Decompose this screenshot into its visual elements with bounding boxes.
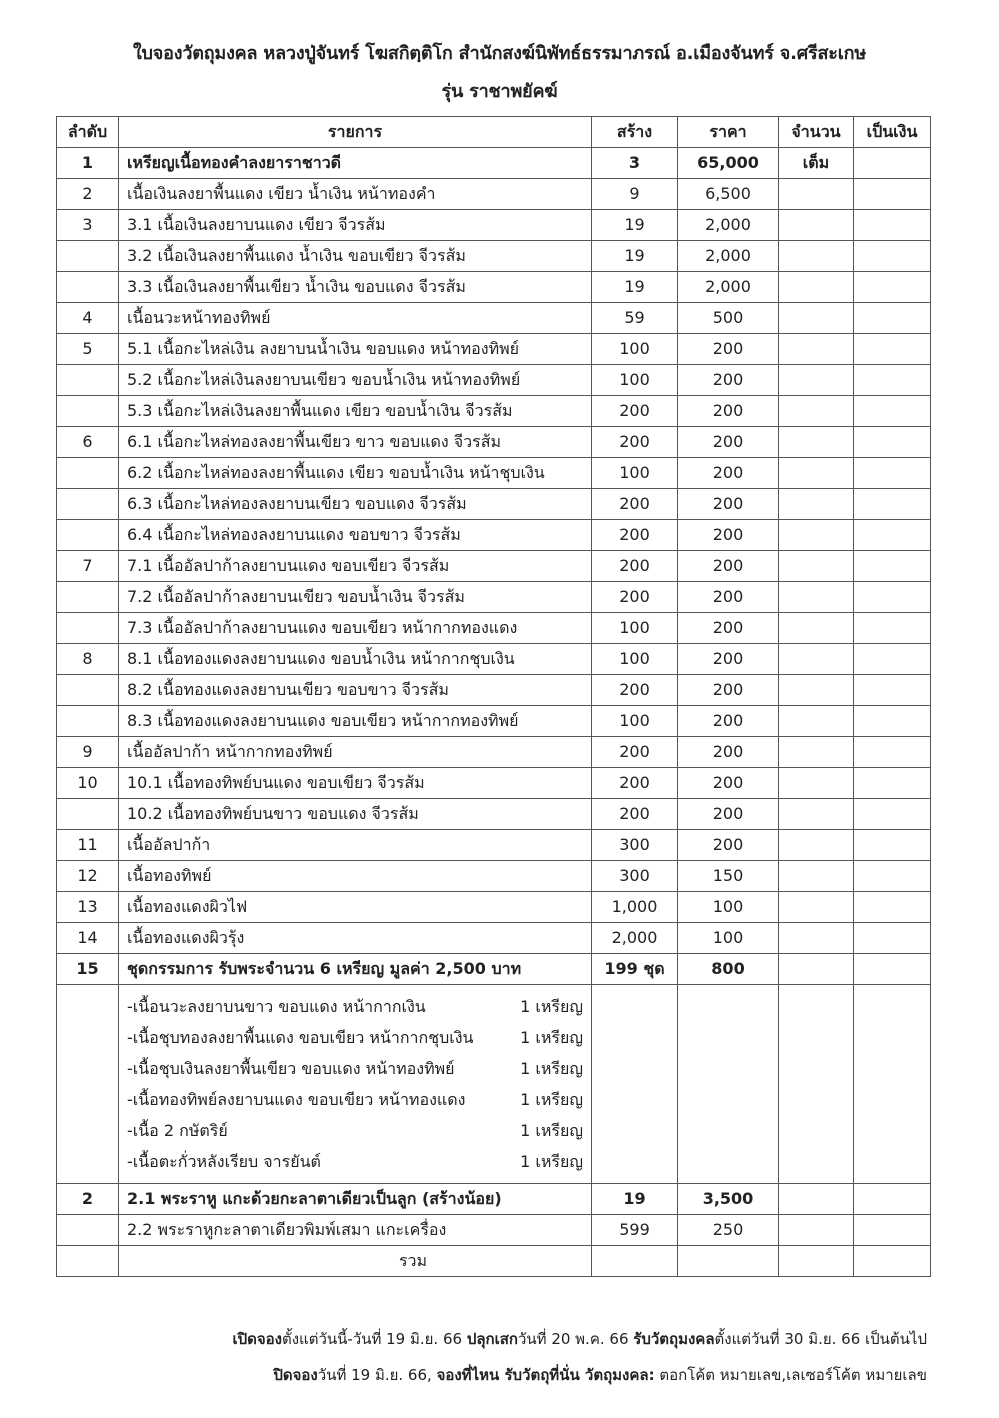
row-amount: [854, 1184, 931, 1215]
row-number: [57, 458, 119, 489]
document-title: ใบจองวัตถุมงคล หลวงปู่จันทร์ โฆสกิตฺติโก สำนักสงฆ์นิพัทธ์ธรรมาภรณ์ อ.เมืองจันทร์ จ.ศรีสะเกษ: [132, 43, 867, 64]
row-amount: [854, 241, 931, 272]
row-number: 13: [57, 892, 119, 923]
row-price: 800: [678, 954, 779, 985]
row-qty: [779, 520, 854, 551]
row-amount: [854, 458, 931, 489]
footer-line-1: [232, 1327, 927, 1351]
row-amount: [854, 210, 931, 241]
committee-item-text: -เนื้อชุบเงินลงยาพื้นเขียว ขอบแดง หน้าทองทิพย์: [127, 1059, 455, 1078]
row-number: [57, 613, 119, 644]
row-price: 250: [678, 1215, 779, 1246]
row-item: 6.3 เนื้อกะไหล่ทองลงยาบนเขียว ขอบแดง จีวรส้ม: [119, 489, 592, 520]
row-amount: [854, 675, 931, 706]
row-made: 19: [592, 1184, 678, 1215]
row-qty: [779, 365, 854, 396]
row-price: 200: [678, 644, 779, 675]
row-made: 199 ชุด: [592, 954, 678, 985]
row-qty: [779, 675, 854, 706]
row-item: 5.2 เนื้อกะไหล่เงินลงยาบนเขียว ขอบน้ำเงิน หน้าทองทิพย์: [119, 365, 592, 396]
table-row: [57, 644, 931, 675]
row-number: 10: [57, 768, 119, 799]
row-made: 100: [592, 613, 678, 644]
table-row: [57, 241, 931, 272]
row-made: 200: [592, 520, 678, 551]
row-item: เนื้อทองทิพย์: [119, 861, 592, 892]
row-price: 200: [678, 520, 779, 551]
list-item: [127, 1084, 587, 1115]
footer-close-date: วันที่ 19 มิ.ย. 66,: [317, 1366, 437, 1384]
footer-pickup-label: รับวัตถุมงคล: [633, 1330, 715, 1348]
committee-item-text: -เนื้อทองทิพย์ลงยาบนแดง ขอบเขียว หน้าทองแดง: [127, 1090, 466, 1109]
row-qty: [779, 644, 854, 675]
row-qty: [779, 582, 854, 613]
table-row: [57, 675, 931, 706]
row-made: 19: [592, 210, 678, 241]
table-row: [57, 210, 931, 241]
list-item: [127, 1053, 587, 1084]
table-row: [57, 892, 931, 923]
row-price: 65,000: [678, 148, 779, 179]
order-table: [56, 116, 931, 1277]
footer-pickup-note: จองที่ไหน รับวัตถุที่นั่น วัตถุมงคล:: [436, 1366, 655, 1384]
footer-code-note: ตอกโค้ต หมายเลข,เลเซอร์โค้ต หมายเลข: [654, 1366, 927, 1384]
row-item: 8.3 เนื้อทองแดงลงยาบนแดง ขอบเขียว หน้ากากทองทิพย์: [119, 706, 592, 737]
table-row: [57, 520, 931, 551]
row-qty: [779, 830, 854, 861]
row-qty: [779, 923, 854, 954]
footer-open-label: เปิดจอง: [232, 1330, 282, 1348]
row-price: 200: [678, 365, 779, 396]
table-header-row: [57, 117, 931, 148]
row-made: 100: [592, 365, 678, 396]
empty-cell: [779, 985, 854, 1184]
row-made: 599: [592, 1215, 678, 1246]
committee-item-text: -เนื้อชุบทองลงยาพื้นแดง ขอบเขียว หน้ากากชุบเงิน: [127, 1028, 474, 1047]
row-made: 100: [592, 334, 678, 365]
row-number: [57, 706, 119, 737]
row-item: 5.1 เนื้อกะไหล่เงิน ลงยาบนน้ำเงิน ขอบแดง หน้าทองทิพย์: [119, 334, 592, 365]
row-price: 200: [678, 737, 779, 768]
row-amount: [854, 830, 931, 861]
col-header-price: ราคา: [678, 117, 779, 148]
row-qty: [779, 861, 854, 892]
row-amount: [854, 644, 931, 675]
row-price: 200: [678, 489, 779, 520]
row-number: 9: [57, 737, 119, 768]
row-item: เหรียญเนื้อทองคำลงยาราชาวดี: [119, 148, 592, 179]
row-qty: [779, 737, 854, 768]
table-body: [57, 148, 931, 1277]
row-item: 8.1 เนื้อทองแดงลงยาบนแดง ขอบน้ำเงิน หน้ากากชุบเงิน: [119, 644, 592, 675]
table-row: [57, 1184, 931, 1215]
row-price: 100: [678, 892, 779, 923]
row-qty: [779, 427, 854, 458]
row-made: 1,000: [592, 892, 678, 923]
footer-open-dates: ตั้งแต่วันนี้-วันที่ 19 มิ.ย. 66: [281, 1330, 467, 1348]
row-qty: [779, 1184, 854, 1215]
row-made: 59: [592, 303, 678, 334]
row-item: เนื้ออัลปาก้า หน้ากากทองทิพย์: [119, 737, 592, 768]
empty-cell: [57, 1246, 119, 1277]
table-row: [57, 148, 931, 179]
row-qty: [779, 954, 854, 985]
row-number: [57, 520, 119, 551]
row-amount: [854, 923, 931, 954]
row-item: เนื้ออัลปาก้า: [119, 830, 592, 861]
row-amount: [854, 768, 931, 799]
row-number: [57, 396, 119, 427]
empty-cell: [854, 985, 931, 1184]
committee-item-qty: 1 เหรียญ: [520, 1059, 583, 1078]
row-price: 200: [678, 799, 779, 830]
row-number: 7: [57, 551, 119, 582]
row-number: 15: [57, 954, 119, 985]
col-header-item: รายการ: [119, 117, 592, 148]
table-row: [57, 830, 931, 861]
row-made: 2,000: [592, 923, 678, 954]
row-number: [57, 799, 119, 830]
table-row: [57, 706, 931, 737]
row-number: [57, 1215, 119, 1246]
row-item: เนื้อนวะหน้าทองทิพย์: [119, 303, 592, 334]
row-qty: [779, 179, 854, 210]
committee-item-text: -เนื้อตะกั่วหลังเรียบ จารยันต์: [127, 1152, 321, 1171]
col-header-amount: เป็นเงิน: [854, 117, 931, 148]
row-price: 200: [678, 613, 779, 644]
row-qty: [779, 613, 854, 644]
row-amount: [854, 272, 931, 303]
committee-set-list: [119, 985, 592, 1184]
footer-pickup-date: ตั้งแต่วันที่ 30 มิ.ย. 66 เป็นต้นไป: [714, 1330, 927, 1348]
committee-item-qty: 1 เหรียญ: [520, 1121, 583, 1140]
row-amount: [854, 737, 931, 768]
row-qty: [779, 768, 854, 799]
committee-set-row: [57, 985, 931, 1184]
row-price: 200: [678, 334, 779, 365]
row-item: 7.3 เนื้ออัลปาก้าลงยาบนแดง ขอบเขียว หน้ากากทองแดง: [119, 613, 592, 644]
row-made: 300: [592, 830, 678, 861]
row-made: 200: [592, 768, 678, 799]
row-qty: [779, 551, 854, 582]
total-row: [57, 1246, 931, 1277]
row-item: 10.1 เนื้อทองทิพย์บนแดง ขอบเขียว จีวรส้ม: [119, 768, 592, 799]
row-price: 200: [678, 396, 779, 427]
row-qty: [779, 892, 854, 923]
row-price: 2,000: [678, 241, 779, 272]
row-item: 10.2 เนื้อทองทิพย์บนขาว ขอบแดง จีวรส้ม: [119, 799, 592, 830]
row-amount: [854, 954, 931, 985]
committee-item-qty: 1 เหรียญ: [520, 1090, 583, 1109]
row-item: เนื้อเงินลงยาพื้นแดง เขียว น้ำเงิน หน้าทองคำ: [119, 179, 592, 210]
row-made: 200: [592, 489, 678, 520]
empty-cell: [592, 985, 678, 1184]
row-made: 19: [592, 272, 678, 303]
row-qty: [779, 334, 854, 365]
footer-ceremony-label: ปลุกเสก: [466, 1330, 518, 1348]
row-qty: [779, 210, 854, 241]
row-amount: [854, 489, 931, 520]
footer-close-label: ปิดจอง: [273, 1366, 318, 1384]
row-price: 200: [678, 830, 779, 861]
row-made: 200: [592, 551, 678, 582]
row-number: [57, 582, 119, 613]
row-made: 9: [592, 179, 678, 210]
row-number: [57, 241, 119, 272]
table-row: [57, 303, 931, 334]
row-qty: [779, 303, 854, 334]
table-row: [57, 334, 931, 365]
row-price: 6,500: [678, 179, 779, 210]
row-amount: [854, 365, 931, 396]
row-made: 19: [592, 241, 678, 272]
table-row: [57, 768, 931, 799]
row-price: 200: [678, 675, 779, 706]
col-header-no: ลำดับ: [57, 117, 119, 148]
row-amount: [854, 148, 931, 179]
row-amount: [854, 892, 931, 923]
list-item: [127, 1022, 587, 1053]
table-row: [57, 427, 931, 458]
committee-item-qty: 1 เหรียญ: [520, 1028, 583, 1047]
row-amount: [854, 1215, 931, 1246]
committee-item-text: -เนื้อ 2 กษัตริย์: [127, 1121, 228, 1140]
empty-cell: [678, 1246, 779, 1277]
row-item: 7.2 เนื้ออัลปาก้าลงยาบนเขียว ขอบน้ำเงิน จีวรส้ม: [119, 582, 592, 613]
row-price: 500: [678, 303, 779, 334]
table-row: [57, 458, 931, 489]
row-qty: [779, 272, 854, 303]
row-item: 6.4 เนื้อกะไหล่ทองลงยาบนแดง ขอบขาว จีวรส้ม: [119, 520, 592, 551]
empty-cell: [678, 985, 779, 1184]
row-number: 3: [57, 210, 119, 241]
table-row: [57, 582, 931, 613]
row-price: 100: [678, 923, 779, 954]
row-number: [57, 489, 119, 520]
row-amount: [854, 706, 931, 737]
row-number: [57, 675, 119, 706]
table-row: [57, 954, 931, 985]
row-price: 200: [678, 458, 779, 489]
table-row: [57, 613, 931, 644]
row-made: 200: [592, 675, 678, 706]
row-item: 5.3 เนื้อกะไหล่เงินลงยาพื้นแดง เขียว ขอบน้ำเงิน จีวรส้ม: [119, 396, 592, 427]
col-header-made: สร้าง: [592, 117, 678, 148]
row-qty: [779, 489, 854, 520]
row-number: 12: [57, 861, 119, 892]
row-item: 3.3 เนื้อเงินลงยาพื้นเขียว น้ำเงิน ขอบแดง จีวรส้ม: [119, 272, 592, 303]
row-made: 200: [592, 396, 678, 427]
table-row: [57, 179, 931, 210]
row-number: 11: [57, 830, 119, 861]
row-made: 3: [592, 148, 678, 179]
empty-cell: [854, 1246, 931, 1277]
row-qty: เต็ม: [779, 148, 854, 179]
committee-item-qty: 1 เหรียญ: [520, 1152, 583, 1171]
row-price: 200: [678, 706, 779, 737]
row-qty: [779, 799, 854, 830]
table-row: [57, 551, 931, 582]
row-price: 150: [678, 861, 779, 892]
row-amount: [854, 613, 931, 644]
row-amount: [854, 861, 931, 892]
committee-item-qty: 1 เหรียญ: [520, 997, 583, 1016]
empty-cell: [592, 1246, 678, 1277]
row-qty: [779, 458, 854, 489]
row-item: 3.2 เนื้อเงินลงยาพื้นแดง น้ำเงิน ขอบเขียว จีวรส้ม: [119, 241, 592, 272]
row-amount: [854, 799, 931, 830]
row-item: เนื้อทองแดงผิวรุ้ง: [119, 923, 592, 954]
row-qty: [779, 241, 854, 272]
row-amount: [854, 582, 931, 613]
col-header-qty: จำนวน: [779, 117, 854, 148]
row-number: 2: [57, 1184, 119, 1215]
row-number: [57, 985, 119, 1184]
row-item: 6.1 เนื้อกะไหล่ทองลงยาพื้นเขียว ขาว ขอบแดง จีวรส้ม: [119, 427, 592, 458]
row-number: 5: [57, 334, 119, 365]
table-row: [57, 365, 931, 396]
row-number: 14: [57, 923, 119, 954]
row-number: 2: [57, 179, 119, 210]
total-label: รวม: [119, 1246, 592, 1277]
row-made: 100: [592, 458, 678, 489]
row-number: [57, 365, 119, 396]
row-made: 200: [592, 799, 678, 830]
row-price: 2,000: [678, 272, 779, 303]
row-amount: [854, 520, 931, 551]
table-row: [57, 861, 931, 892]
footer-ceremony-date: วันที่ 20 พ.ค. 66: [517, 1330, 634, 1348]
row-made: 100: [592, 644, 678, 675]
row-price: 3,500: [678, 1184, 779, 1215]
row-number: 6: [57, 427, 119, 458]
row-number: [57, 272, 119, 303]
row-price: 200: [678, 582, 779, 613]
row-amount: [854, 427, 931, 458]
table-row: [57, 272, 931, 303]
row-item: 3.1 เนื้อเงินลงยาบนแดง เขียว จีวรส้ม: [119, 210, 592, 241]
row-price: 2,000: [678, 210, 779, 241]
row-qty: [779, 706, 854, 737]
table-row: [57, 396, 931, 427]
row-price: 200: [678, 427, 779, 458]
row-item: เนื้อทองแดงผิวไฟ: [119, 892, 592, 923]
row-number: 1: [57, 148, 119, 179]
footer-line-2: [273, 1363, 927, 1387]
row-amount: [854, 551, 931, 582]
row-made: 200: [592, 737, 678, 768]
table-row: [57, 923, 931, 954]
row-item: 2.2 พระราหูกะลาตาเดียวพิมพ์เสมา แกะเครื่อง: [119, 1215, 592, 1246]
row-made: 200: [592, 427, 678, 458]
row-made: 300: [592, 861, 678, 892]
list-item: [127, 991, 587, 1022]
row-price: 200: [678, 551, 779, 582]
committee-item-text: -เนื้อนวะลงยาบนขาว ขอบแดง หน้ากากเงิน: [127, 997, 426, 1016]
table-row: [57, 1215, 931, 1246]
row-made: 100: [592, 706, 678, 737]
row-qty: [779, 396, 854, 427]
row-made: 200: [592, 582, 678, 613]
row-amount: [854, 334, 931, 365]
row-qty: [779, 1215, 854, 1246]
row-item: 6.2 เนื้อกะไหล่ทองลงยาพื้นแดง เขียว ขอบน้ำเงิน หน้าชุบเงิน: [119, 458, 592, 489]
row-item: 7.1 เนื้ออัลปาก้าลงยาบนแดง ขอบเขียว จีวรส้ม: [119, 551, 592, 582]
row-number: 4: [57, 303, 119, 334]
row-item: ชุดกรรมการ รับพระจำนวน 6 เหรียญ มูลค่า 2,500 บาท: [119, 954, 592, 985]
table-row: [57, 489, 931, 520]
row-amount: [854, 303, 931, 334]
row-price: 200: [678, 768, 779, 799]
row-item: 8.2 เนื้อทองแดงลงยาบนเขียว ขอบขาว จีวรส้ม: [119, 675, 592, 706]
row-number: 8: [57, 644, 119, 675]
list-item: [127, 1115, 587, 1146]
table-row: [57, 799, 931, 830]
row-item: 2.1 พระราหู แกะด้วยกะลาตาเดียวเป็นลูก (สร้างน้อย): [119, 1184, 592, 1215]
list-item: [127, 1146, 587, 1177]
row-amount: [854, 396, 931, 427]
table-row: [57, 737, 931, 768]
empty-cell: [779, 1246, 854, 1277]
row-amount: [854, 179, 931, 210]
series-name: รุ่น ราชาพยัคฆ์: [441, 81, 558, 102]
